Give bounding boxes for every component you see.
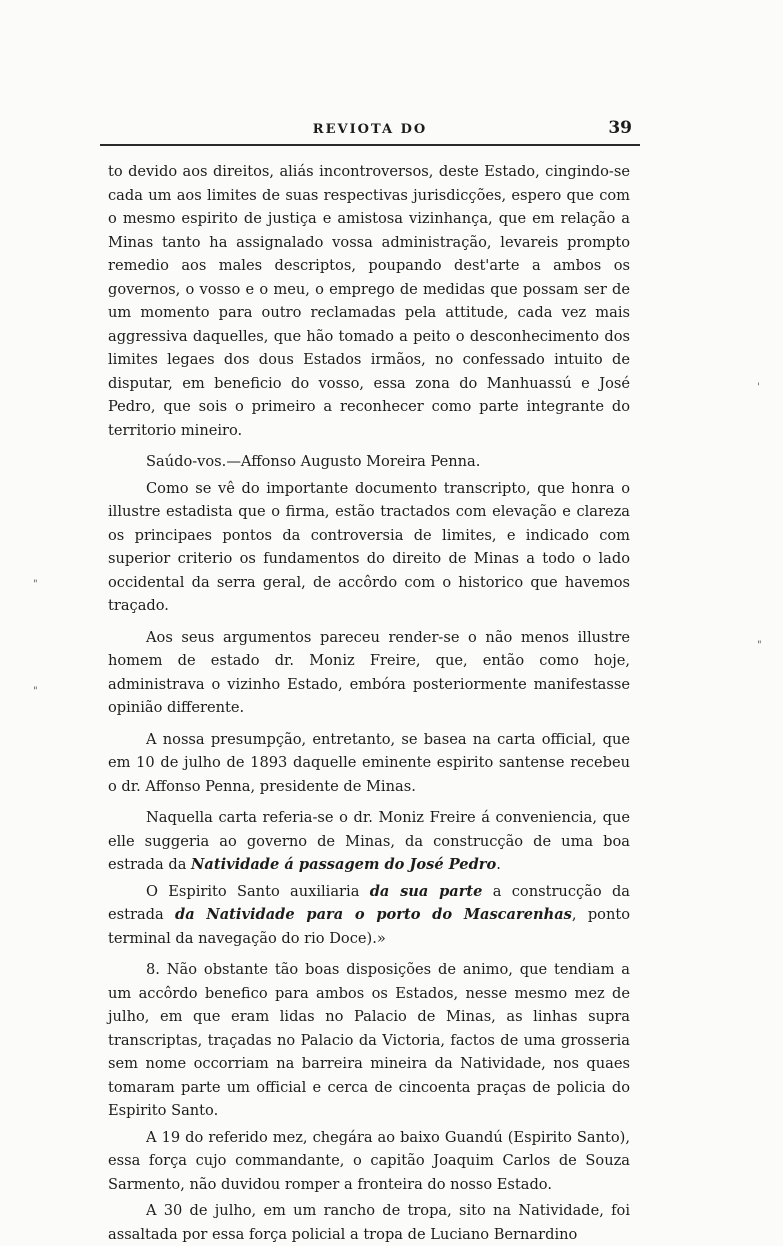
paragraph: to devido aos direitos, aliás incontroversos, deste Estado, cingindo-se cada um aos limites de suas respectivas jurisdicções, espero que com o mesmo espirito de justiça e amistosa vizinhança, que em relação a Minas tanto ha assignalado vossa administração, levareis prompto remedio aos males descriptos, poupando dest'arte a ambos os governos, o vosso e o meu, o emprego de medidas que possam ser de um momento para outro reclamadas pela attitude, cada vez mais aggressiva daquelles, que hão tomado a peito o desconhecimento dos limites legaes dos dous Estados irmãos, no confessado intuito de disputar, em beneficio do vosso, essa zona do Manhuassú e José Pedro, que sois o primeiro a reconhecer como parte integrante do territorio mineiro. bbox=[108, 163, 630, 439]
margin-mark: " bbox=[33, 579, 38, 590]
paragraph: A 19 do referido mez, chegára ao baixo Guandú (Espirito Santo), essa força cujo commandante, o capitão Joaquim Carlos de Souza Sarmento, não duvidou romper a fronteira do nosso Estado. bbox=[108, 1128, 630, 1193]
paragraph: Como se vê do importante documento transcripto, que honra o illustre estadista que o firma, estão tractados com elevação e clareza os principaes pontos da controversia de limites, e indicado com superior criterio os fundamentos do direito de Minas a todo o lado occidental da serra geral, de accôrdo com o historico que havemos traçado. bbox=[108, 479, 630, 614]
paragraph: Saúdo-vos.—Affonso Augusto Moreira Penna. bbox=[146, 453, 481, 470]
margin-mark: ' bbox=[757, 382, 760, 393]
running-header bbox=[100, 118, 640, 146]
paragraph: Naquella carta referia-se o dr. Moniz Freire á conveniencia, que elle suggeria ao governo de Minas, da construcção de uma boa estrada da Natividade á passagem do José Pedro. bbox=[108, 809, 630, 873]
paragraph: A 30 de julho, em um rancho de tropa, sito na Natividade, foi assaltada por essa força policial a tropa de Luciano Bernardino bbox=[108, 1202, 630, 1243]
paragraph: A nossa presumpção, entretanto, se basea na carta official, que em 10 de julho de 1893 daquelle eminente espirito santense recebeu o dr. Affonso Penna, presidente de Minas. bbox=[108, 730, 630, 795]
margin-mark: " bbox=[757, 640, 762, 651]
paragraph: O Espirito Santo auxiliaria da sua parte a construcção da estrada da Natividade para o porto do Mascarenhas, ponto terminal da navegação do rio Doce).» bbox=[108, 882, 630, 947]
page-number: 39 bbox=[608, 118, 632, 138]
running-title: REVIOTA DO bbox=[312, 122, 428, 137]
paragraph: 8. Não obstante tão boas disposições de animo, que tendiam a um accôrdo benefico para ambos os Estados, nesse mesmo mez de julho, em que eram lidas no Palacio de Minas, as linhas supra transcriptas, traçadas no Palacio da Victoria, factos de uma grosseria sem nome occorriam na barreira mineira da Natividade, nos quaes tomaram parte um official e cerca de cincoenta praças de policia do Espirito Santo. bbox=[108, 961, 630, 1119]
body-text bbox=[108, 160, 630, 1246]
paragraph: Aos seus argumentos pareceu render-se o não menos illustre homem de estado dr. Moniz Freire, que, então como hoje, administrava o vizinho Estado, embóra posteriormente manifestasse opinião differente. bbox=[108, 628, 630, 716]
margin-mark: " bbox=[33, 686, 38, 697]
